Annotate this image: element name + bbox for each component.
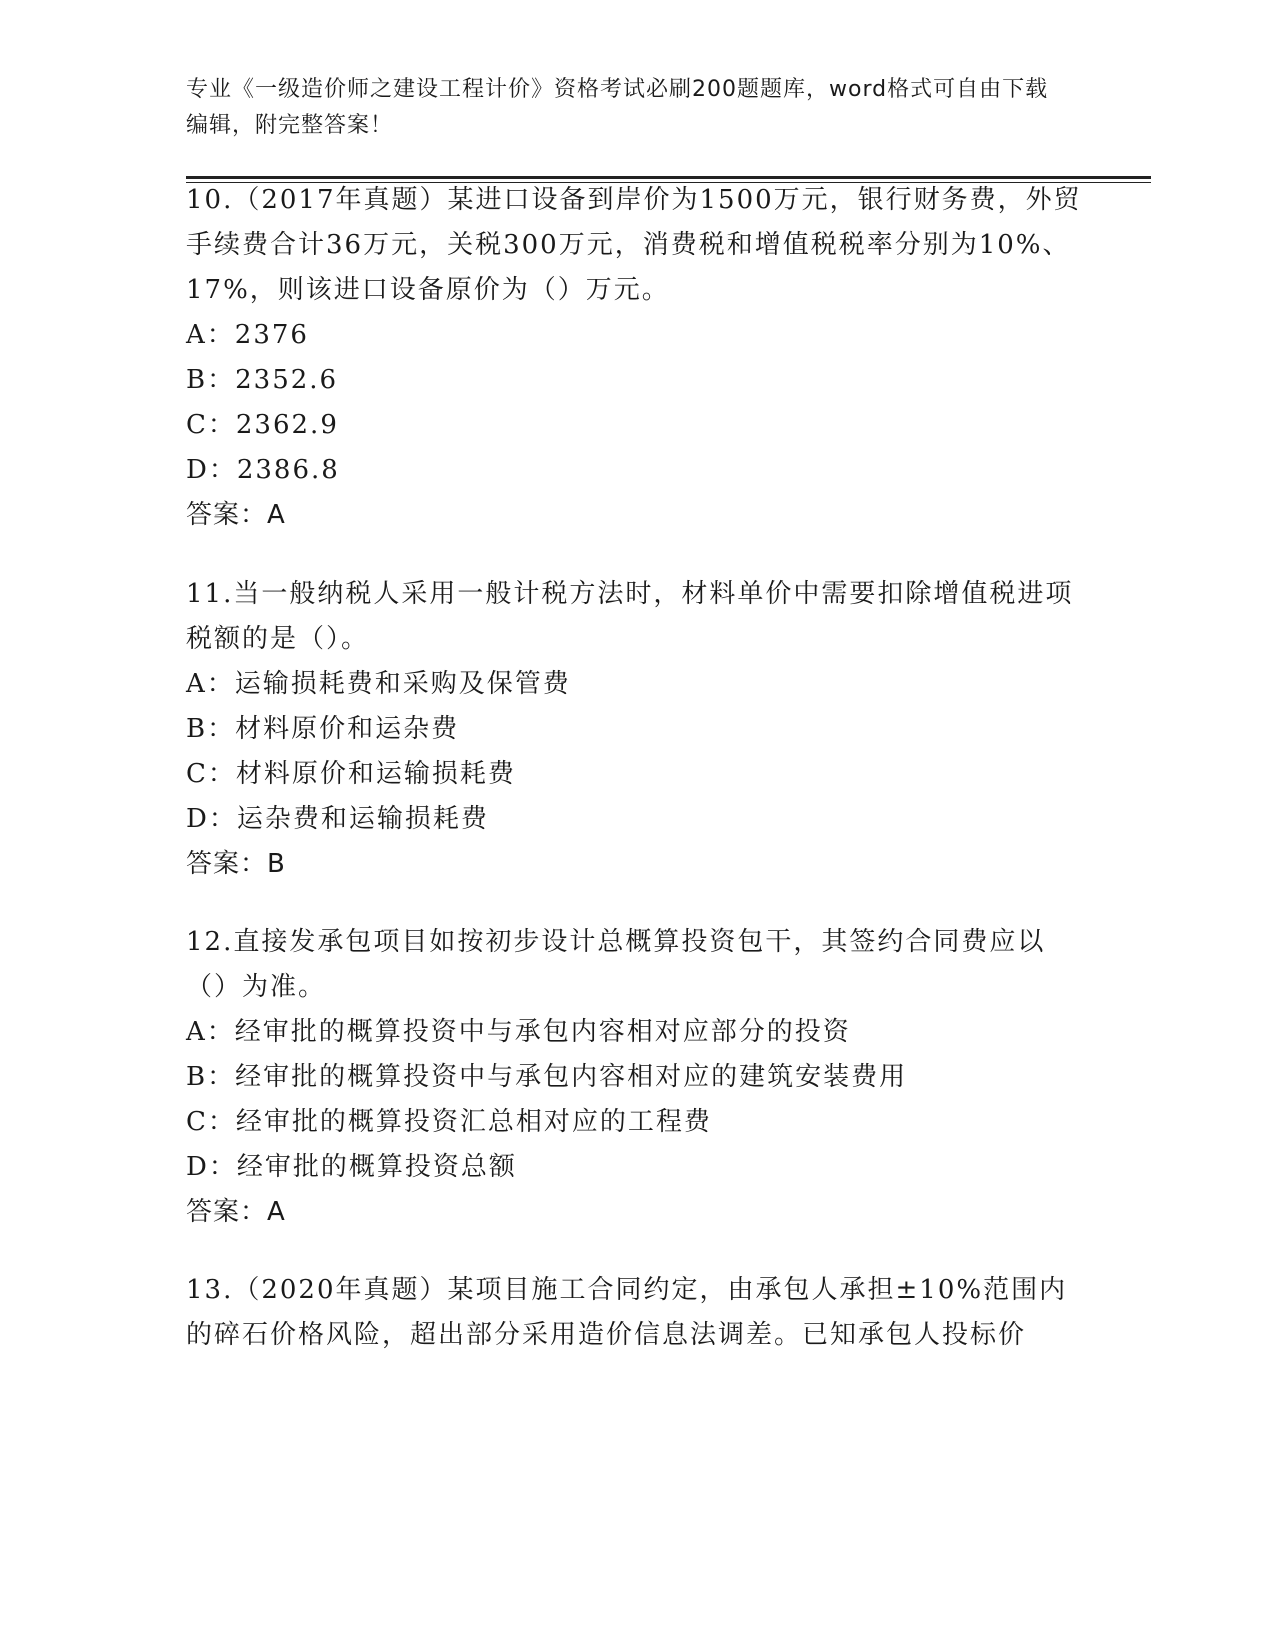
question-12 <box>186 920 1086 1235</box>
document-header: 专业《一级造价师之建设工程计价》资格考试必刷200题题库，word格式可自由下载编辑，附完整答案！ <box>186 77 1049 138</box>
option-d: D：经审批的概算投资总额 <box>186 1152 517 1182</box>
question-stem: 12.直接发承包项目如按初步设计总概算投资包干，其签约合同费应以（）为准。 <box>186 927 1046 1002</box>
question-10 <box>186 178 1086 538</box>
option-a: A：2376 <box>186 320 309 350</box>
option-a: A：经审批的概算投资中与承包内容相对应部分的投资 <box>186 1017 851 1047</box>
answer: 答案：A <box>186 500 286 530</box>
option-c: C：2362.9 <box>186 410 339 440</box>
answer: 答案：B <box>186 849 286 879</box>
question-stem: 13.（2020年真题）某项目施工合同约定，由承包人承担±10%范围内的碎石价格风险，超出部分采用造价信息法调差。已知承包人投标价 <box>186 1275 1068 1350</box>
option-c: C：经审批的概算投资汇总相对应的工程费 <box>186 1107 712 1137</box>
question-11 <box>186 572 1086 887</box>
question-13 <box>186 1268 1086 1358</box>
option-d: D：2386.8 <box>186 455 340 485</box>
option-a: A：运输损耗费和采购及保管费 <box>186 669 571 699</box>
question-stem: 11.当一般纳税人采用一般计税方法时，材料单价中需要扣除增值税进项税额的是（）。 <box>186 579 1074 654</box>
option-d: D：运杂费和运输损耗费 <box>186 804 489 834</box>
question-stem: 10.（2017年真题）某进口设备到岸价为1500万元，银行财务费，外贸手续费合计36万元，关税300万元，消费税和增值税税率分别为10%、17%，则该进口设备原价为（）万元。 <box>186 185 1082 305</box>
option-c: C：材料原价和运输损耗费 <box>186 759 516 789</box>
option-b: B：经审批的概算投资中与承包内容相对应的建筑安装费用 <box>186 1062 908 1092</box>
answer: 答案：A <box>186 1197 286 1227</box>
option-b: B：材料原价和运杂费 <box>186 714 460 744</box>
option-b: B：2352.6 <box>186 365 339 395</box>
